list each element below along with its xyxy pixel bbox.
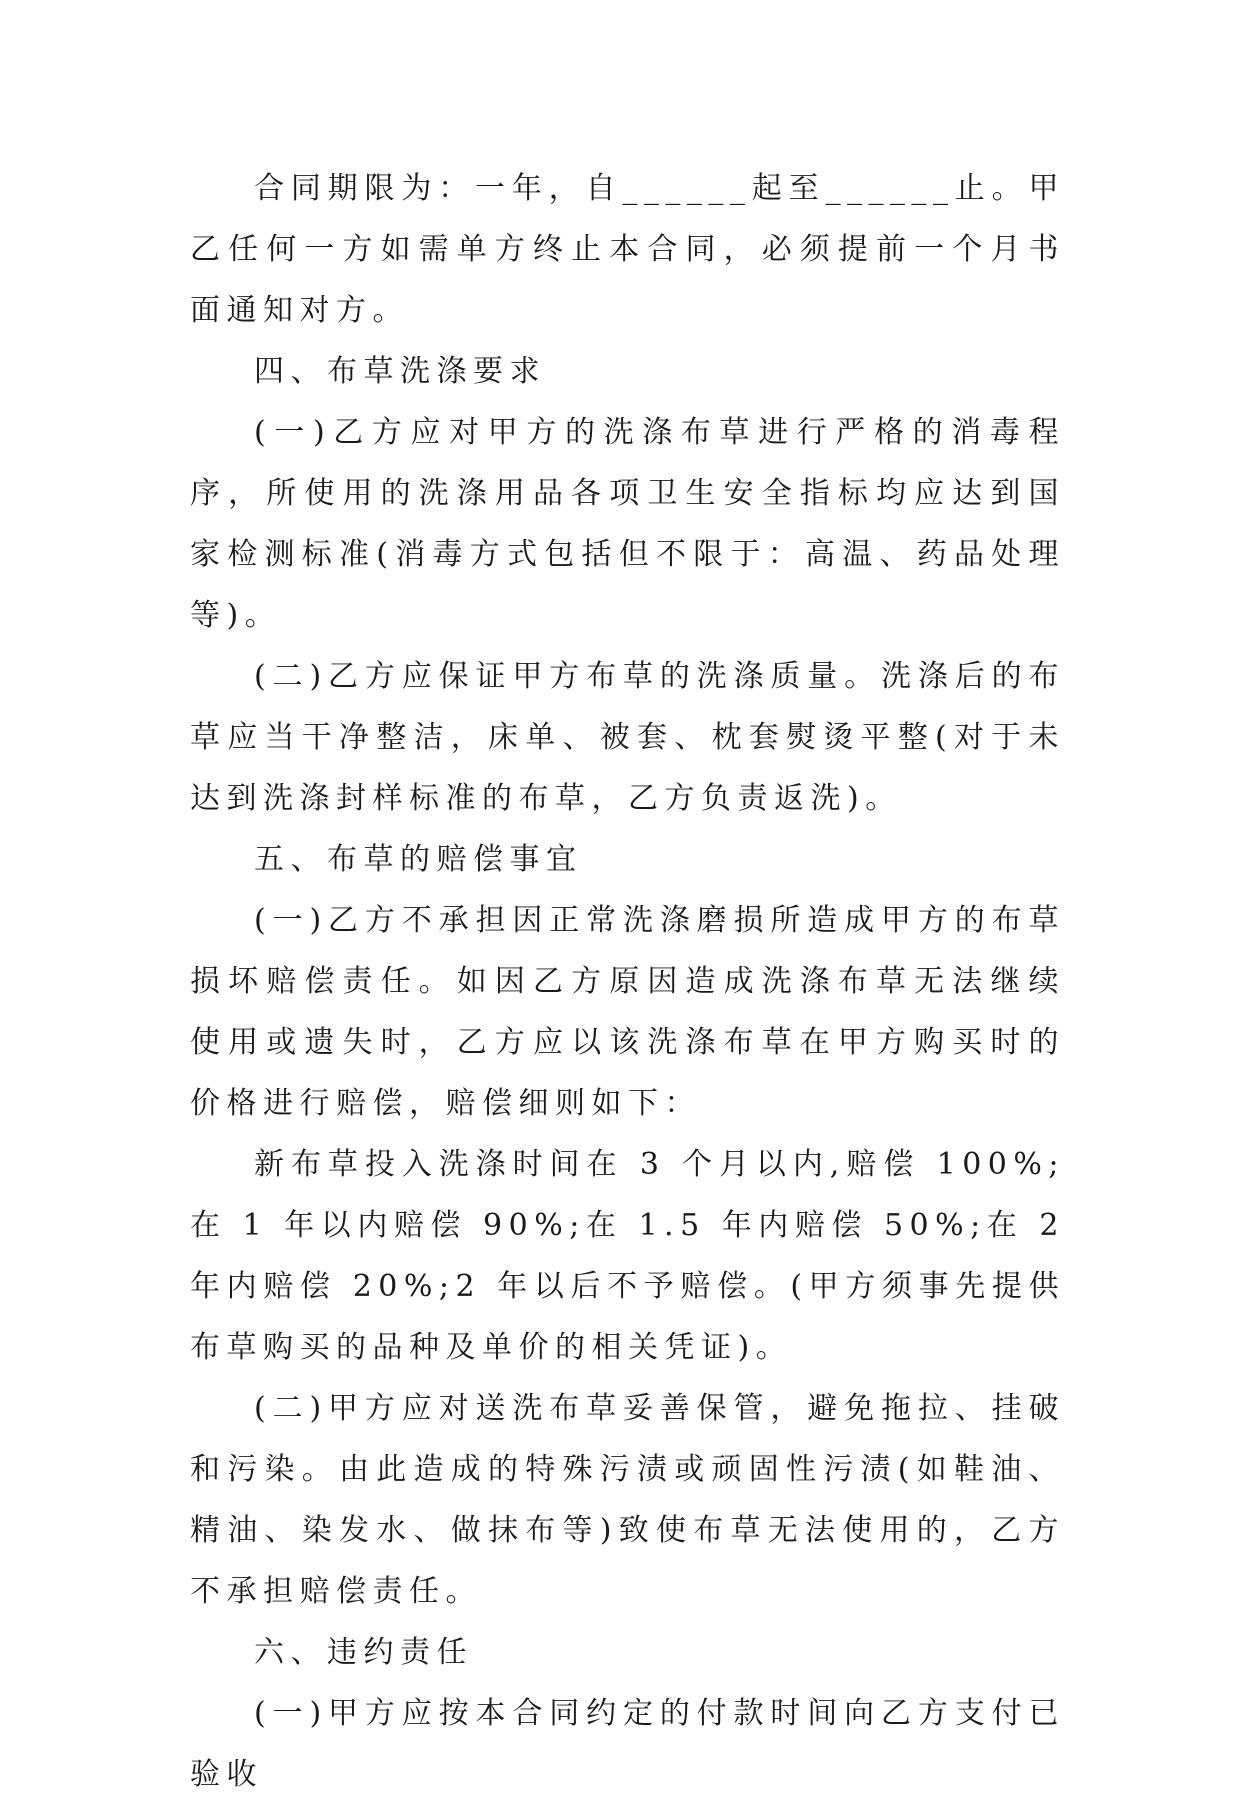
- section-heading-6: 六、违约责任: [254, 1635, 473, 1670]
- paragraph-4-2: (二)乙方应保证甲方布草的洗涤质量。洗涤后的布草应当干净整洁，床单、被套、枕套熨烫平整(对于未达到洗涤封样标准的布草，乙方负责返洗)。: [190, 659, 1065, 816]
- paragraph-5-2: (二)甲方应对送洗布草妥善保管，避免拖拉、挂破和污染。由此造成的特殊污渍或顽固性污渍(如鞋油、精油、染发水、做抹布等)致使布草无法使用的，乙方不承担赔偿责任。: [190, 1391, 1065, 1609]
- paragraph-4-1: (一)乙方应对甲方的洗涤布草进行严格的消毒程序，所使用的洗涤用品各项卫生安全指标均应达到国家检测标准(消毒方式包括但不限于：高温、药品处理等)。: [190, 415, 1065, 633]
- paragraph-5-1: (一)乙方不承担因正常洗涤磨损所造成甲方的布草损坏赔偿责任。如因乙方原因造成洗涤布草无法继续使用或遗失时，乙方应以该洗涤布草在甲方购买时的价格进行赔偿，赔偿细则如下：: [190, 903, 1065, 1121]
- section-heading-4: 四、布草洗涤要求: [254, 354, 546, 389]
- document-body: [190, 158, 1065, 1805]
- paragraph-6-1: (一)甲方应按本合同约定的付款时间向乙方支付已验收: [190, 1696, 1065, 1792]
- section-heading-5: 五、布草的赔偿事宜: [254, 842, 583, 877]
- paragraph-contract-term: 合同期限为：一年，自______起至______止。甲乙任何一方如需单方终止本合同，必须提前一个月书面通知对方。: [190, 171, 1065, 328]
- paragraph-5-compensation-rules: 新布草投入洗涤时间在 3 个月以内,赔偿 100%;在 1 年以内赔偿 90%;在 1.5 年内赔偿 50%;在 2 年内赔偿 20%;2 年以后不予赔偿。(甲方须事先提供布草购买的品种及单价的相关凭证)。: [190, 1147, 1065, 1365]
